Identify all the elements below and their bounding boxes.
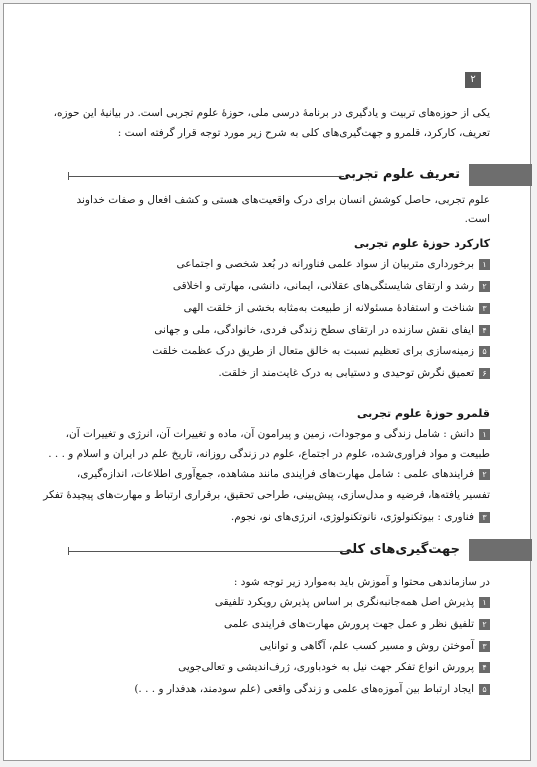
item-number-badge: ۱ (479, 259, 490, 270)
function-item (154, 323, 490, 337)
definition-line-2: است. (464, 213, 490, 225)
item-number-badge: ۲ (479, 281, 490, 292)
orientation-rule-end (68, 547, 69, 555)
item-number-badge: ۴ (479, 662, 490, 673)
scope-item-1 (40, 427, 490, 441)
scope-item-2 (40, 467, 490, 481)
function-title: کارکرد حوزهٔ علوم تجربی (353, 237, 490, 250)
function-item (218, 366, 490, 380)
document-page (3, 3, 531, 761)
orientation-heading-bar (469, 539, 532, 561)
item-number-badge: ۶ (479, 368, 490, 379)
item-number-badge: ۳ (479, 303, 490, 314)
page-number: ۲ (465, 72, 481, 88)
item-number-badge: ۴ (479, 325, 490, 336)
definition-heading-rule (68, 176, 344, 177)
item-number-badge: ۱ (479, 429, 490, 440)
orientation-item (134, 682, 490, 696)
scope-item-1-line-2: طبیعت و مواد فراوری‌شده، علوم در اجتماع، علوم در زندگی روزانه، تاریخ علم در ایران و اسلام و . . . (48, 448, 490, 460)
function-item (173, 279, 490, 293)
function-item-text: زمینه‌سازی برای تعظیم نسبت به خالق متعال از طریق درک عظمت خلقت (152, 345, 474, 357)
orientation-item (259, 639, 490, 653)
function-item-text: شناخت و استفادهٔ مسئولانه از طبیعت به‌مثابه بخشی از خلقت الهی (183, 302, 474, 314)
function-item (152, 344, 490, 358)
item-number-badge: ۲ (479, 469, 490, 480)
intro-line-1: یکی از حوزه‌های تربیت و یادگیری در برنامهٔ درسی ملی، حوزهٔ علوم تجربی است. در بیانیهٔ این حوزه، (53, 107, 490, 119)
definition-heading-bar (469, 164, 532, 186)
scope-item-2-line-1: فرایندهای علمی : شامل مهارت‌های فرایندی مانند مشاهده، جمع‌آوری اطلاعات، اندازه‌گیری، (76, 468, 474, 480)
scope-item-3-text: فناوری : بیوتکنولوژی، نانوتکنولوژی، انرژی‌های نو، نجوم. (230, 511, 474, 523)
item-number-badge: ۲ (479, 619, 490, 630)
item-number-badge: ۳ (479, 641, 490, 652)
scope-title: قلمرو حوزهٔ علوم تجربی (356, 407, 490, 420)
orientation-item-text: پرورش انواع تفکر جهت نیل به خودباوری، ژرف‌اندیشی و تعالی‌جویی (178, 661, 474, 673)
item-number-badge: ۱ (479, 597, 490, 608)
orientation-heading-rule (68, 551, 350, 552)
orientation-item-text: پذیرش اصل همه‌جانبه‌نگری بر اساس پذیرش رویکرد تلفیقی (214, 596, 474, 608)
definition-rule-end (68, 172, 69, 180)
definition-heading: تعریف علوم تجربی (332, 164, 466, 186)
scope-item-3 (231, 510, 490, 524)
function-item-text: تعمیق نگرش توحیدی و دستیابی به درک غایت‌مند از خلقت. (218, 367, 474, 379)
orientation-item (224, 617, 490, 631)
orientation-intro: در سازماندهی محتوا و آموزش باید به‌موارد زیر توجه شود : (233, 576, 490, 588)
function-item (176, 257, 490, 271)
item-number-badge: ۵ (479, 346, 490, 357)
function-item-text: برخورداری متربیان از سواد علمی فناورانه در بُعد شخصی و اجتماعی (176, 258, 474, 270)
orientation-item-text: تلفیق نظر و عمل جهت پرورش مهارت‌های فرایندی علمی (223, 618, 474, 630)
orientation-item (215, 595, 490, 609)
scope-item-2-line-2: تفسیر یافته‌ها، فرضیه و مدل‌سازی، پیش‌بینی، طراحی تحقیق، برقراری ارتباط و مهارت‌های پیچیدهٔ تفکر (43, 489, 490, 501)
function-item (184, 301, 490, 315)
orientation-heading: جهت‌گیری‌های کلی (333, 539, 466, 561)
definition-line-1: علوم تجربی، حاصل کوشش انسان برای درک واقعیت‌های هستی و کشف افعال و صفات خداوند (76, 194, 490, 206)
intro-line-2: تعریف، کارکرد، قلمرو و جهت‌گیری‌های کلی به شرح زیر مورد توجه قرار گرفته است : (117, 127, 490, 139)
scope-item-1-line-1: دانش : شامل زندگی و موجودات، زمین و پیرامون آن، ماده و تغییرات آن، انرژی و تغییرات آن، (65, 428, 474, 440)
item-number-badge: ۵ (479, 684, 490, 695)
function-item-text: ایفای نقش سازنده در ارتقای سطح زندگی فردی، خانوادگی، ملی و جهانی (154, 324, 474, 336)
function-item-text: رشد و ارتقای شایستگی‌های عقلانی، ایمانی، دانشی، مهارتی و اخلاقی (172, 280, 474, 292)
orientation-item (178, 660, 490, 674)
orientation-item-text: ایجاد ارتباط بین آموزه‌های علمی و زندگی واقعی (علم سودمند، هدفدار و . . .) (134, 683, 474, 695)
item-number-badge: ۳ (479, 512, 490, 523)
orientation-item-text: آموختن روش و مسیر کسب علم، آگاهی و توانایی (259, 640, 474, 652)
